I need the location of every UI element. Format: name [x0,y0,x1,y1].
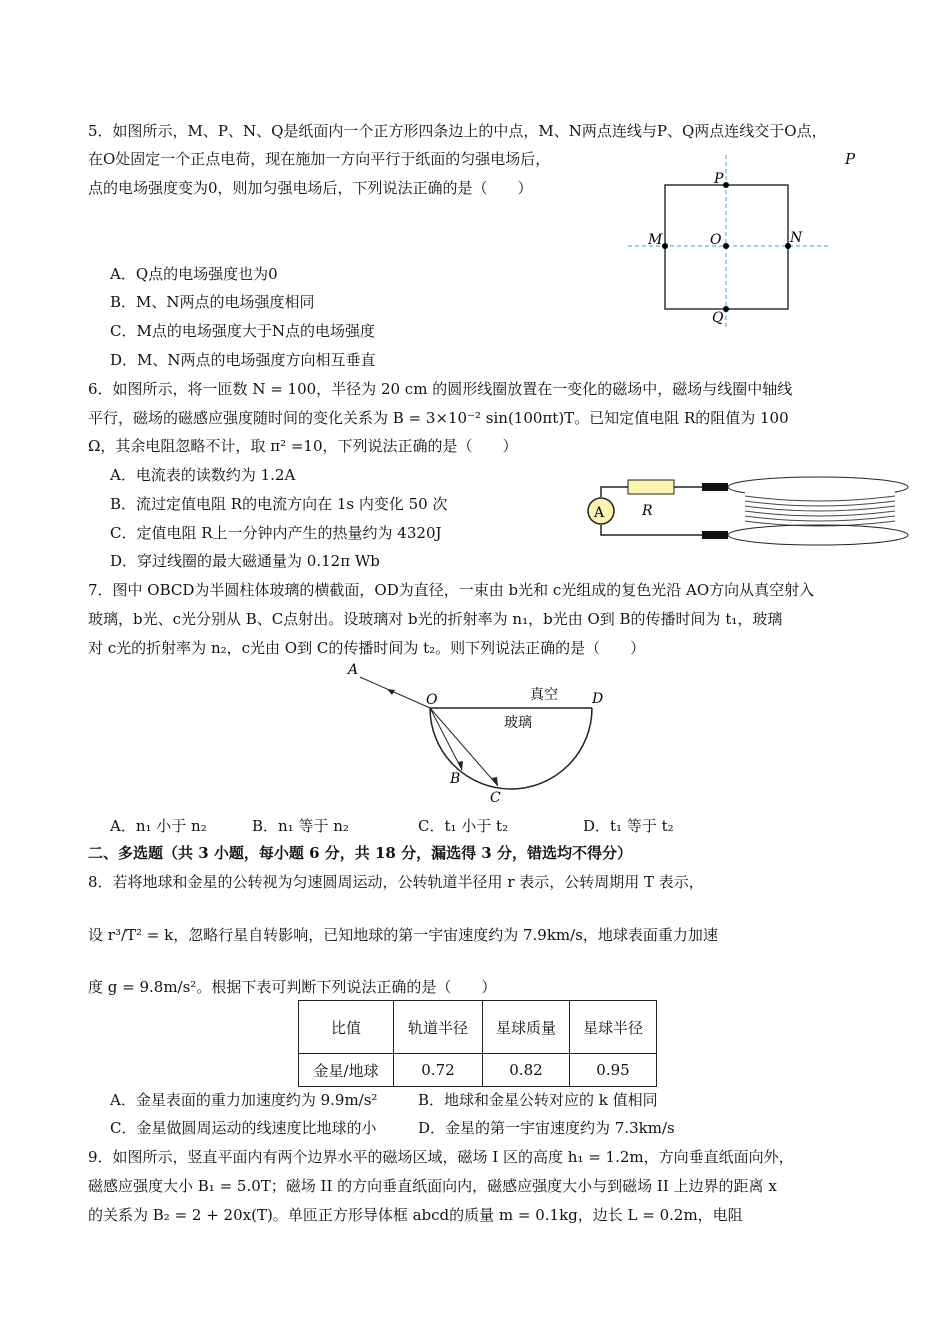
q5-option-c: C．M点的电场强度大于N点的电场强度 [110,322,375,340]
table-header: 星球质量 [483,1001,570,1054]
q8-option-b: B．地球和金星公转对应的 k 值相同 [418,1091,658,1109]
q8-line2: 设 r³/T² = k，忽略行星自转影响，已知地球的第一宇宙速度约为 7.9km/s，地球表面重力加速 [88,926,718,944]
q5-label-p: P [714,171,724,187]
q5-line1: 5．如图所示，M、P、N、Q是纸面内一个正方形四条边上的中点，M、N两点连线与P、Q两点连线交于O点， [88,122,827,140]
q5-label-o: O [710,232,722,248]
q5-option-a: A．Q点的电场强度也为0 [110,265,278,283]
q6-line1: 6．如图所示，将一匝数 N = 100，半径为 20 cm 的圆形线圈放置在一变化的磁场中，磁场与线圈中轴线 [88,380,793,398]
q7-label-o: O [426,692,438,708]
q5-line3: 点的电场强度变为0，则加匀强电场后，下列说法正确的是（ ） [88,179,533,197]
q5-line2: 在O处固定一个正点电荷，现在施加一方向平行于纸面的匀强电场后， [88,150,551,168]
q7-line2: 玻璃，b光、c光分别从 B、C点射出。设玻璃对 b光的折射率为 n₁，b光由 O到 B的传播时间为 t₁，玻璃 [88,610,783,628]
q5-label-n: N [790,230,803,246]
q7-label-vacuum: 真空 [530,687,558,703]
resistor-label: R [642,503,653,519]
q5-option-b: B．M、N两点的电场强度相同 [110,293,315,311]
q7-line1: 7．图中 OBCD为半圆柱体玻璃的横截面，OD为直径，一束由 b光和 c光组成的复色光沿 AO方向从真空射入 [88,581,815,599]
table-header: 星球半径 [570,1001,657,1054]
q6-line3: Ω，其余电阻忽略不计，取 π² =10，下列说法正确的是（ ） [88,437,518,455]
q7-option-b: B．n₁ 等于 n₂ [252,817,349,835]
table-cell: 0.72 [394,1054,483,1087]
q5-label-m: M [648,232,663,248]
q7-option-a: A．n₁ 小于 n₂ [110,817,207,835]
q8-option-c: C．金星做圆周运动的线速度比地球的小 [110,1119,377,1137]
q7-label-d: D [592,691,604,707]
q8-option-d: D．金星的第一宇宙速度约为 7.3km/s [418,1119,675,1137]
q8-line1: 8．若将地球和金星的公转视为匀速圆周运动，公转轨道半径用 r 表示，公转周期用 T 表示， [88,873,704,891]
table-cell: 0.95 [570,1054,657,1087]
section-heading-multiple-choice: 二、多选题（共 3 小题，每小题 6 分，共 18 分，漏选得 3 分，错选均不得分） [88,844,632,862]
q7-line3: 对 c光的折射率为 n₂，c光由 O到 C的传播时间为 t₂。则下列说法正确的是（ ） [88,639,646,657]
q7-label-glass: 玻璃 [504,715,532,731]
q6-option-b: B．流过定值电阻 R的电流方向在 1s 内变化 50 次 [110,495,448,513]
q6-option-d: D．穿过线圈的最大磁通量为 0.12π Wb [110,552,380,570]
q9-line1: 9．如图所示，竖直平面内有两个边界水平的磁场区域，磁场 I 区的高度 h₁ = 1.2m，方向垂直纸面向外， [88,1148,794,1166]
q8-ratio-table [298,1000,657,1087]
table-header: 轨道半径 [394,1001,483,1054]
q7-label-c: C [490,790,501,806]
q5-option-d: D．M、N两点的电场强度方向相互垂直 [110,351,376,369]
q7-label-b: B [450,771,461,787]
q7-label-a: A [348,662,359,678]
q9-line2: 磁感应强度大小 B₁ = 5.0T；磁场 II 的方向垂直纸面向内，磁感应强度大小与到磁场 II 上边界的距离 x [88,1177,777,1195]
q7-option-c: C．t₁ 小于 t₂ [418,817,509,835]
q7-option-d: D．t₁ 等于 t₂ [583,817,674,835]
q5-stray-p: P [845,150,856,168]
q6-option-c: C．定值电阻 R上一分钟内产生的热量约为 4320J [110,524,442,542]
table-cell: 0.82 [483,1054,570,1087]
q9-line3: 的关系为 B₂ = 2 + 20x(T)。单匝正方形导体框 abcd的质量 m = 0.1kg，边长 L = 0.2m，电阻 [88,1206,743,1224]
q6-line2: 平行，磁场的磁感应强度随时间的变化关系为 B = 3×10⁻² sin(100πt)T。已知定值电阻 R的阻值为 100 [88,409,789,427]
table-cell: 金星/地球 [299,1054,394,1087]
table-header: 比值 [299,1001,394,1054]
q6-option-a: A．电流表的读数约为 1.2A [110,466,296,484]
q5-label-q: Q [712,310,724,326]
ammeter-label: A [594,505,605,521]
q8-option-a: A．金星表面的重力加速度约为 9.9m/s² [110,1091,378,1109]
q8-line3: 度 g = 9.8m/s²。根据下表可判断下列说法正确的是（ ） [88,978,497,996]
